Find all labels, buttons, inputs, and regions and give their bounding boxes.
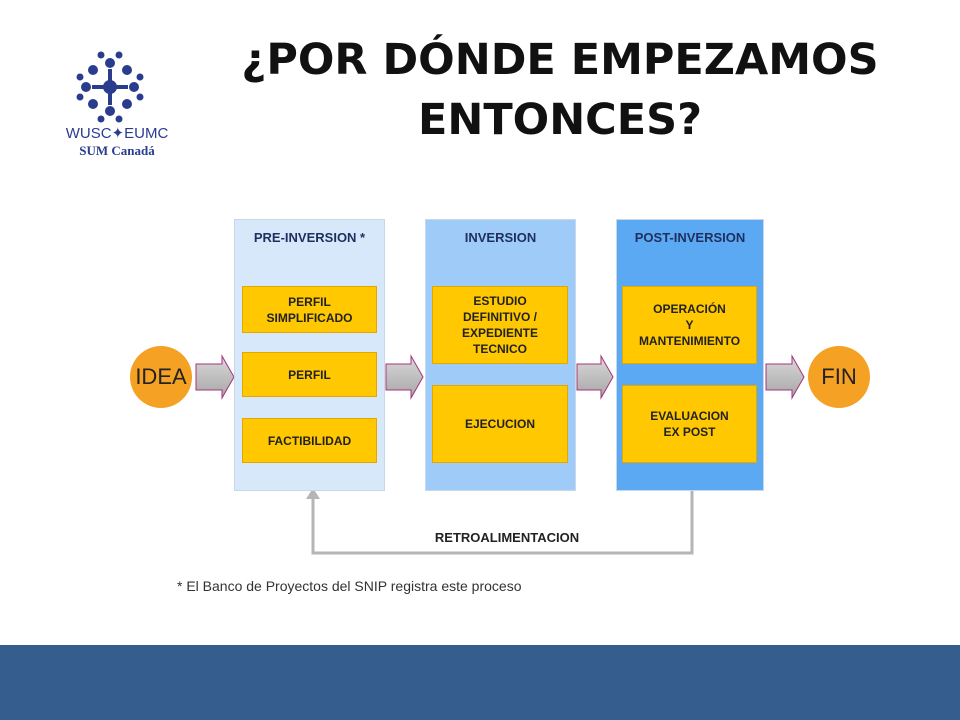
stage-inversion <box>425 219 576 491</box>
step-operacion-mantenimiento: OPERACIÓN Y MANTENIMIENTO <box>622 286 757 364</box>
logo-wordmark: WUSC✦EUMC <box>65 125 169 142</box>
idea-node: IDEA <box>130 346 192 408</box>
logo-subtitle: SUM Canadá <box>79 143 155 158</box>
flow-arrow-idea <box>196 356 234 398</box>
step-perfil: PERFIL <box>242 352 377 397</box>
slide-title-line2: ENTONCES? <box>417 95 703 145</box>
stage-heading: INVERSION <box>464 230 537 245</box>
footnote: * El Banco de Proyectos del SNIP registra este proceso <box>177 578 522 594</box>
step-factibilidad: FACTIBILIDAD <box>242 418 377 463</box>
stage-heading: POST-INVERSION <box>634 230 746 245</box>
stage-post-inversion <box>616 219 764 491</box>
footer-bar <box>0 645 960 720</box>
feedback-label: RETROALIMENTACION <box>434 530 580 545</box>
stage-heading: PRE-INVERSION * <box>253 230 366 245</box>
slide-title-line1: ¿POR DÓNDE EMPEZAMOS <box>241 35 879 85</box>
step-estudio-definitivo: ESTUDIO DEFINITIVO / EXPEDIENTE TECNICO <box>432 286 568 364</box>
flow-arrow-inv-to-post <box>577 356 613 398</box>
flow-arrow-pre-to-inv <box>386 356 423 398</box>
step-ejecucion: EJECUCION <box>432 385 568 463</box>
step-perfil-simplificado: PERFIL SIMPLIFICADO <box>242 286 377 333</box>
stage-pre-inversion <box>234 219 385 491</box>
fin-node: FIN <box>808 346 870 408</box>
step-evaluacion-ex-post: EVALUACION EX POST <box>622 385 757 463</box>
flow-arrow-fin <box>766 356 804 398</box>
